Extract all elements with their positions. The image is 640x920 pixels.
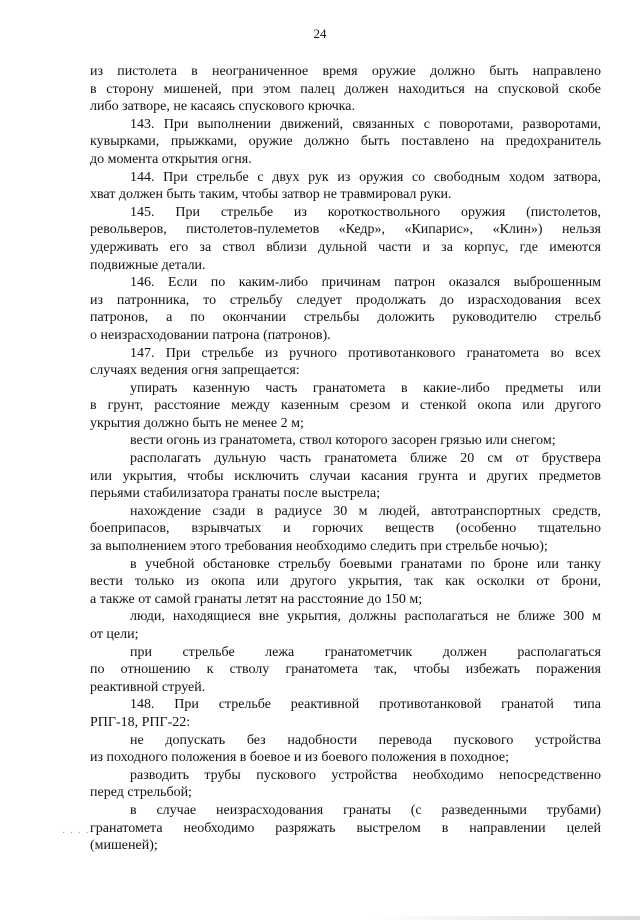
text-line: либо затворе, не касаясь спускового крючка. [90, 99, 355, 115]
text-line: в учебной обстановке стрельбу боевыми гранатами по броне или танку [130, 556, 601, 572]
text-line: 145. При стрельбе из короткоствольного оружия (пистолетов, [130, 204, 601, 220]
text-line: из патронника, то стрельбу следует продолжать до израсходования всех [90, 292, 601, 308]
text-line: не допускать без надобности перевода пускового устройства [130, 732, 601, 748]
text-line: 147. При стрельбе из ручного противотанкового гранатомета во всех [130, 345, 601, 361]
text-line: или укрытия, чтобы исключить случаи касания грунта и других предметов [90, 468, 601, 484]
text-line: гранатомета необходимо разряжать выстрелом в направлении целей [90, 820, 601, 836]
text-line: 144. При стрельбе с двух рук из оружия со свободным ходом затвора, [130, 169, 601, 185]
text-line: при стрельбе лежа гранатометчик должен располагаться [130, 644, 601, 660]
text-line: из пистолета в неограниченное время оружие должно быть направлено [90, 64, 601, 79]
text-line: (мишеней); [90, 838, 158, 854]
scan-edge-shadow [370, 916, 640, 920]
text-line: в случае неизрасходования гранаты (с разведенными трубами) [130, 802, 601, 818]
text-line: РПГ-18, РПГ-22: [90, 714, 191, 730]
text-line: за выполнением этого требования необходимо следить при стрельбе ночью); [90, 539, 548, 555]
scan-artifact: · · · · [62, 828, 90, 839]
text-line: нахождение сзади в радиусе 30 м людей, автотранспортных средств, [130, 503, 601, 519]
text-line: револьверов, пистолетов-пулеметов «Кедр», «Кипарис», «Клин») нельзя [90, 222, 601, 238]
text-line: располагать дульную часть гранатомета ближе 20 см от бруствера [130, 451, 601, 467]
text-line: от цели; [90, 627, 139, 642]
text-line: о неизрасходовании патрона (патронов). [90, 327, 331, 343]
text-line: 146. Если по каким-либо причинам патрон оказался выброшенным [130, 275, 601, 291]
text-line: патронов, а по окончании стрельбы доложить руководителю стрельб [90, 310, 601, 326]
text-line: перед стрельбой; [90, 785, 192, 801]
document-body [90, 63, 601, 855]
text-line: боеприпасов, взрывчатых и горючих веществ (особенно тщательно [90, 521, 601, 537]
text-line: упирать казенную часть гранатомета в какие-либо предметы или [130, 380, 601, 396]
text-line: перьями стабилизатора гранаты после выстрела; [90, 486, 381, 502]
text-line: разводить трубы пускового устройства необходимо непосредственно [130, 767, 601, 783]
text-line: до момента открытия огня. [90, 151, 252, 167]
text-line: по отношению к стволу гранатомета так, чтобы избежать поражения [90, 662, 601, 678]
text-line: вести только из окопа или другого укрытия, так как осколки от брони, [90, 574, 601, 590]
text-line: реактивной струей. [90, 679, 206, 695]
text-line: кувырками, прыжками, оружие должно быть поставлено на предохранитель [90, 134, 601, 150]
text-line: в сторону мишеней, при этом палец должен находиться на спусковой скобе [90, 81, 601, 97]
text-line: люди, находящиеся вне укрытия, должны располагаться не ближе 300 м [130, 609, 601, 625]
text-line: 148. При стрельбе реактивной противотанковой гранатой типа [130, 697, 601, 713]
page-number: 24 [313, 26, 327, 41]
text-line: 143. При выполнении движений, связанных с поворотами, разворотами, [130, 116, 601, 132]
text-line: случаях ведения огня запрещается: [90, 363, 300, 379]
text-line: хват должен быть таким, чтобы затвор не травмировал руки. [90, 187, 452, 203]
text-line: вести огонь из гранатомета, ствол которого засорен грязью или снегом; [130, 433, 556, 449]
text-line: в грунт, расстояние между казенным срезом и стенкой окопа или другого [90, 398, 601, 414]
text-line: удерживать его за ствол вблизи дульной части и за корпус, где имеются [90, 239, 601, 255]
text-line: подвижные детали. [90, 257, 206, 273]
text-line: укрытия должно быть не менее 2 м; [90, 415, 304, 431]
text-line: а также от самой гранаты летят на расстояние до 150 м; [90, 591, 423, 607]
text-line: из походного положения в боевое и из боевого положения в походное; [90, 750, 510, 766]
